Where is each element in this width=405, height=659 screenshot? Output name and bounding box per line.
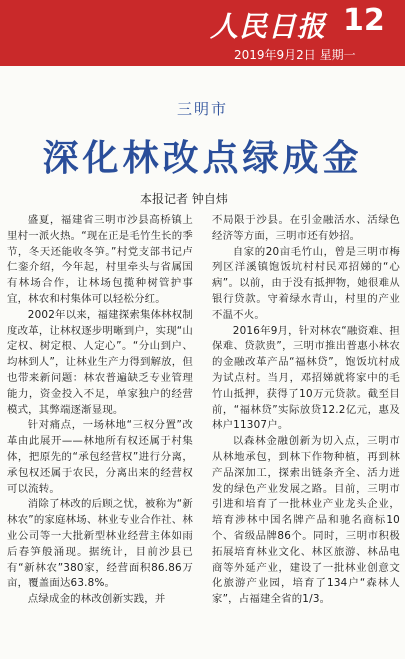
paragraph: 自家的20亩毛竹山，曾是三明市梅列区洋溪镇饱饭坑村村民邓招娣的“心病”。以前，由于没有抵押物，她很难从银行贷款。守着绿水青山，村里的产业不温不火。 bbox=[212, 245, 400, 321]
article-headline: 深化林改点绿成金 bbox=[42, 138, 363, 179]
article-byline: 本报记者 钟自炜 bbox=[140, 192, 228, 206]
paragraph: 针对痛点，一场林地“三权分置”改革由此展开——林地所有权还属于村集体，把原先的“承包经营权”进行分离，承包权还属于农民，分离出来的经营权可以流转。 bbox=[7, 419, 193, 495]
article-column-right bbox=[212, 213, 400, 608]
paragraph: 2016年9月，针对林农“融资难、担保难、贷款贵”，三明市推出普惠小林农的金融改革产品“福林贷”，饱饭坑村成为试点村。当月，邓招娣就将家中的毛竹山抵押，获得了10万元贷款。截至目前，“福林贷”实际放贷12.2亿元，惠及林户11307户。 bbox=[212, 324, 400, 432]
paragraph-continued: 不局限于沙县。在引金融活水、活绿色经济等方面，三明市还有妙招。 bbox=[212, 214, 400, 242]
page-number: 12 bbox=[343, 3, 385, 38]
issue-date: 2019年9月2日 星期一 bbox=[234, 48, 356, 62]
paragraph: 点绿成金的林改创新实践，并 bbox=[27, 593, 166, 606]
article-kicker: 三明市 bbox=[176, 100, 228, 118]
paragraph: 2002年以来，福建探索集体林权制度改革，让林权逐步明晰到户，实现“山定权、树定根、人定心”。“分山到户、均林到人”，让林业生产力得到解放，但也带来新问题：林农普遍缺乏专业管理能力，资金投入不足，单家独户的经营模式，其弊端逐渐显现。 bbox=[7, 308, 193, 416]
masthead bbox=[0, 0, 405, 66]
newspaper-logo: 人民日报 bbox=[210, 10, 327, 43]
paragraph: 盛夏，福建省三明市沙县高桥镇上里村一派火热。“现在正是毛竹生长的季节，冬天还能收冬笋。”村党支部书记卢仁銮介绍，今年起，村里牵头与省属国有林场合作，让林场包揽种树管护事宜，林农和村集体可以轻松分红。 bbox=[7, 214, 193, 305]
paragraph: 以森林金融创新为切入点，三明市从林地承包，到林下作物种植，再到林产品深加工，探索出链条齐全、活力迸发的绿色产业发展之路。目前，三明市引进和培育了一批林业产业龙头企业，培育涉林中国名牌产品和驰名商标10个、省级品牌86个。同时，三明市积极拓展培育林业文化、林区旅游、林品电商等外延产业，建设了一批林业创意文化旅游产业园，培育了134户“森林人家”，占福建全省的1/3。 bbox=[212, 435, 400, 606]
article-column-left bbox=[7, 213, 193, 608]
paragraph: 消除了林改的后顾之忧，被称为“新林农”的家庭林场、林业专业合作社、林业公司等一大批新型林业经营主体如雨后春笋般涌现。据统计，目前沙县已有“新林农”380家，经营面积86.86万亩，覆盖面达63.8%。 bbox=[7, 498, 193, 590]
